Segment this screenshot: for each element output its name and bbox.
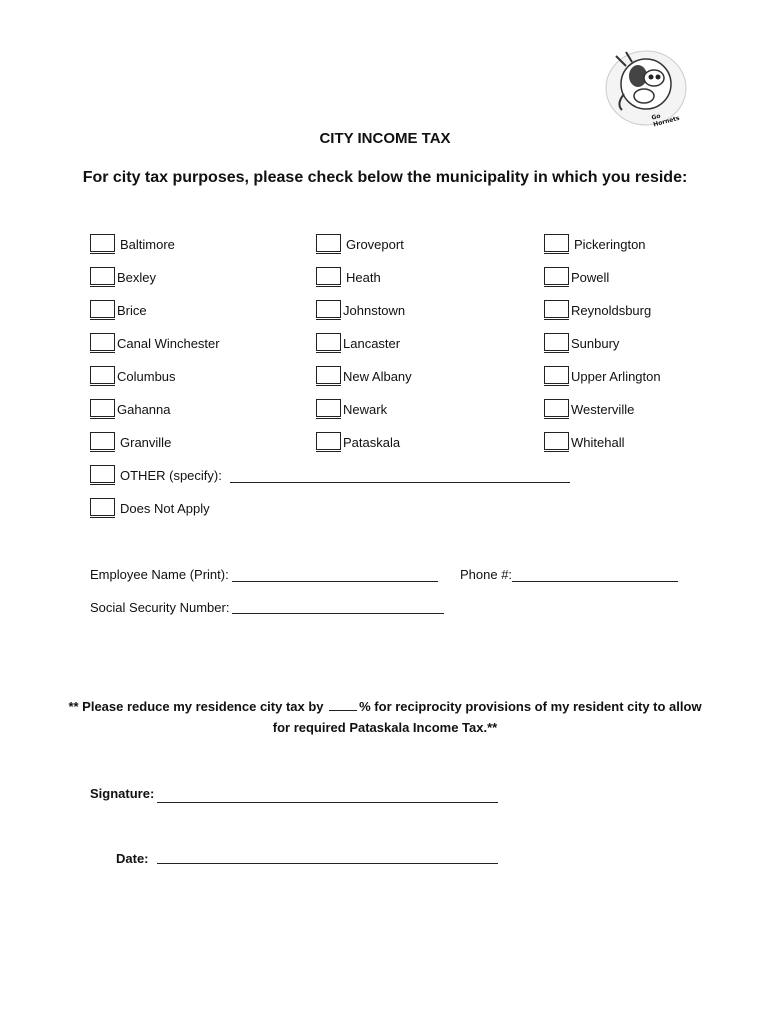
option-does-not-apply[interactable] xyxy=(90,498,210,516)
option-label: Groveport xyxy=(346,236,404,252)
other-label: OTHER (specify): xyxy=(120,467,222,483)
option-new-albany[interactable] xyxy=(316,366,412,384)
note-text-end: % for reciprocity provisions of my resident city to allow xyxy=(359,699,702,714)
checkbox[interactable] xyxy=(316,267,341,285)
option-label: Lancaster xyxy=(343,335,401,351)
option-lancaster[interactable] xyxy=(316,333,400,351)
option-label: Pataskala xyxy=(343,434,401,450)
option-label: Newark xyxy=(343,401,388,417)
option-label: Bexley xyxy=(117,269,157,285)
option-label: New Albany xyxy=(343,368,412,384)
checkbox[interactable] xyxy=(316,234,341,252)
phone-label: Phone #: xyxy=(460,567,513,582)
signature-field[interactable] xyxy=(157,802,498,803)
checkbox[interactable] xyxy=(544,399,569,417)
option-pataskala[interactable] xyxy=(316,432,400,450)
option-label: Brice xyxy=(117,302,147,318)
ssn-field[interactable] xyxy=(232,613,444,614)
option-heath[interactable] xyxy=(316,267,381,285)
logo-text: Go Hornets xyxy=(650,112,681,129)
checkbox[interactable] xyxy=(544,333,569,351)
option-label: Westerville xyxy=(571,401,635,417)
checkbox[interactable] xyxy=(544,366,569,384)
option-canal-winchester[interactable] xyxy=(90,333,220,351)
option-johnstown[interactable] xyxy=(316,300,405,318)
option-groveport[interactable] xyxy=(316,234,404,252)
signature-label: Signature: xyxy=(90,786,155,801)
option-granville[interactable] xyxy=(90,432,171,450)
option-label: Baltimore xyxy=(120,236,175,252)
option-reynoldsburg[interactable] xyxy=(544,300,651,318)
reciprocity-note xyxy=(0,699,770,714)
option-upper-arlington[interactable] xyxy=(544,366,661,384)
checkbox[interactable] xyxy=(90,300,115,318)
option-label: Gahanna xyxy=(117,401,171,417)
employee-name-label: Employee Name (Print): xyxy=(90,567,229,582)
checkbox[interactable] xyxy=(316,432,341,450)
page-title: CITY INCOME TAX xyxy=(319,130,451,147)
note-text-start: ** Please reduce my residence city tax by xyxy=(68,699,328,714)
option-pickerington[interactable] xyxy=(544,234,646,252)
page-subtitle: For city tax purposes, please check below the municipality in which you reside: xyxy=(82,169,688,186)
employee-name-field[interactable] xyxy=(232,581,438,582)
option-label: Upper Arlington xyxy=(571,368,661,384)
checkbox[interactable] xyxy=(90,267,115,285)
option-label: Sunbury xyxy=(571,335,620,351)
option-label: Granville xyxy=(120,434,172,450)
option-label: Canal Winchester xyxy=(117,335,220,351)
checkbox[interactable] xyxy=(544,234,569,252)
checkbox[interactable] xyxy=(316,333,341,351)
option-bexley[interactable] xyxy=(90,267,156,285)
option-label: Reynoldsburg xyxy=(571,302,652,318)
checkbox[interactable] xyxy=(316,300,341,318)
option-newark[interactable] xyxy=(316,399,387,417)
option-label: Johnstown xyxy=(343,302,406,318)
option-whitehall[interactable] xyxy=(544,432,624,450)
option-powell[interactable] xyxy=(544,267,609,285)
ssn-label: Social Security Number: xyxy=(90,600,230,615)
date-label: Date: xyxy=(116,851,149,866)
percent-field[interactable] xyxy=(329,700,357,711)
option-label: Whitehall xyxy=(571,434,625,450)
other-specify-field[interactable] xyxy=(230,482,570,483)
does-not-apply-label: Does Not Apply xyxy=(120,500,210,516)
checkbox[interactable] xyxy=(544,432,569,450)
option-sunbury[interactable] xyxy=(544,333,619,351)
checkbox[interactable] xyxy=(90,399,115,417)
option-gahanna[interactable] xyxy=(90,399,171,417)
checkbox[interactable] xyxy=(90,366,115,384)
phone-field[interactable] xyxy=(512,581,678,582)
checkbox[interactable] xyxy=(316,366,341,384)
date-field[interactable] xyxy=(157,863,498,864)
option-label: Pickerington xyxy=(574,236,646,252)
option-label: Columbus xyxy=(117,368,176,384)
option-brice[interactable] xyxy=(90,300,147,318)
checkbox[interactable] xyxy=(544,267,569,285)
checkbox[interactable] xyxy=(90,333,115,351)
checkbox[interactable] xyxy=(90,234,115,252)
option-baltimore[interactable] xyxy=(90,234,175,252)
reciprocity-note-line2: for required Pataskala Income Tax.** xyxy=(272,720,498,735)
checkbox[interactable] xyxy=(90,465,115,483)
option-label: Powell xyxy=(571,269,610,285)
checkbox[interactable] xyxy=(90,498,115,516)
checkbox[interactable] xyxy=(90,432,115,450)
option-westerville[interactable] xyxy=(544,399,634,417)
option-other[interactable] xyxy=(90,465,222,483)
hornet-logo xyxy=(602,48,688,128)
option-label: Heath xyxy=(346,269,381,285)
option-columbus[interactable] xyxy=(90,366,176,384)
checkbox[interactable] xyxy=(316,399,341,417)
checkbox[interactable] xyxy=(544,300,569,318)
